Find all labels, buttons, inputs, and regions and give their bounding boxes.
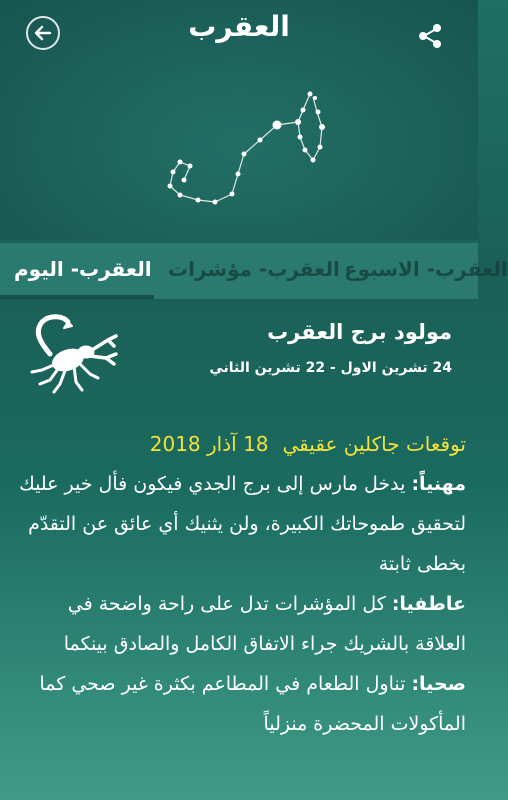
tab-week[interactable]: العقرب- الاسبوع [344,257,508,281]
share-button[interactable] [416,22,444,50]
scorpio-constellation [150,82,340,217]
page-title: العقرب [188,10,290,43]
forecast-content [14,424,466,744]
header [0,0,478,240]
health-text: تناول الطعام في المطاعم بكثرة غير صحي كما المأكولات المحضرة منزلياً [39,673,466,735]
health-paragraph [14,664,466,744]
career-label: مهنياً: [411,473,466,495]
love-paragraph [14,584,466,664]
born-title: مولود برج العقرب [267,320,452,344]
born-dates: 24 تشرين الاول - 22 تشرين الثاني [209,360,452,376]
share-icon [416,22,444,50]
forecast-date: 18 آذار 2018 [149,432,269,456]
tab-bar [0,243,508,299]
love-label: عاطفيا: [391,593,466,615]
active-tab-indicator [0,295,154,299]
tab-indicators[interactable]: العقرب- مؤشرات [168,257,340,281]
scorpion-icon [20,312,120,396]
tab-today[interactable]: العقرب- اليوم [14,257,152,281]
love-text: كل المؤشرات تدل على راحة واضحة في العلاقة بالشريك جراء الاتفاق الكامل والصادق بينكما [63,593,466,655]
forecast-header [14,424,466,464]
career-paragraph [14,464,466,584]
career-text: يدخل مارس إلى برج الجدي فيكون فأل خير عليك لتحقيق طموحاتك الكبيرة، ولن يثنيك أي عائق عن التقدّم بخطى ثابتة [19,473,466,575]
forecast-author: توقعات جاكلين عقيقي [282,432,466,456]
health-label: صحيا: [411,673,466,695]
